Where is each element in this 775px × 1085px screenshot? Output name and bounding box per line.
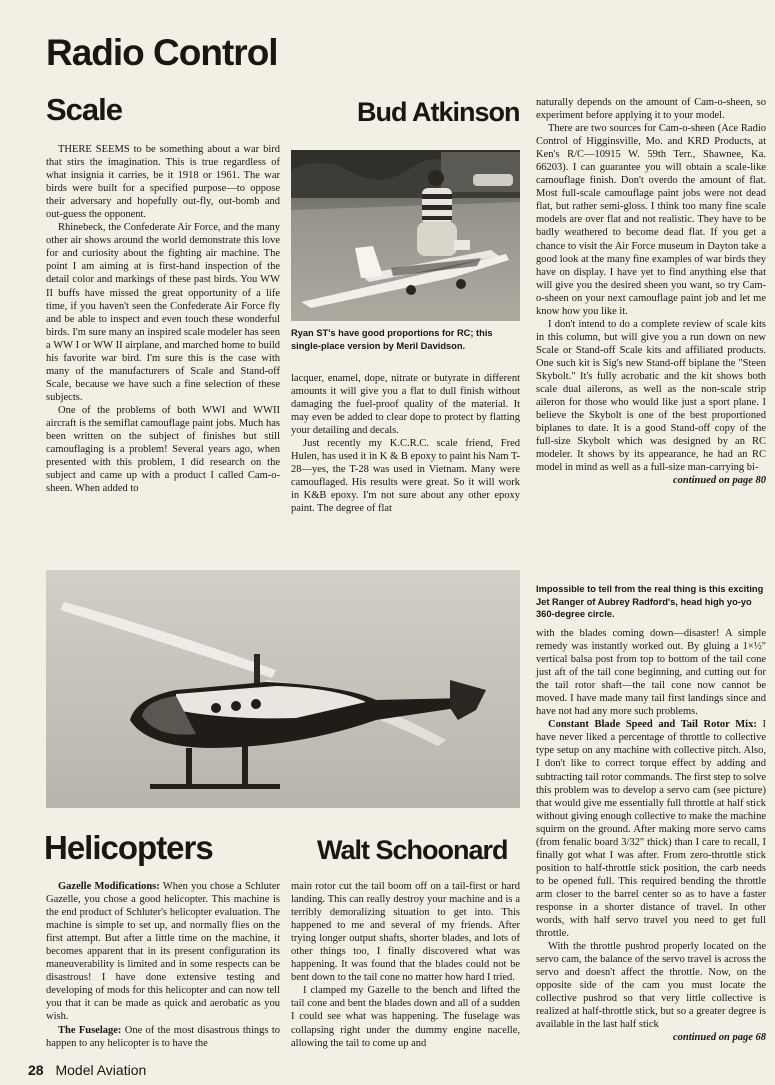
- photo-caption: Ryan ST's have good proportions for RC; this single-place version by Meril Davidson.: [291, 328, 493, 351]
- column-title: Helicopters: [44, 829, 213, 866]
- paragraph: Rhinebeck, the Confederate Air Force, and the many other air shows around the world demonstrate this love for and curiosity about the fighting air machine. The point I am aiming at is first-hand inspection of the detail color and markings of these past birds. You WW II buffs have missed the great opportunity of a life time, if you haven't seen the Confederate Air Force fly and be able to inspect and even touch these wonderful birds. I'm sure many an inspired scale modeler has seen a WW I or WW II airplane, and marched home to build his favorite war bird. I'm sure this is the case with many of the manufacturers of Scale and Stand-off Scale, because we have such a fine selection of these subjects.: [46, 222, 280, 403]
- paragraph: One of the problems of both WWI and WWII aircraft is the semiflat camouflage paint jobs. Much has been written on the subject of finishes but still camouflaging is a problem! Several years ago, when presented with this problem, I did research on the subject and came up with a product I called Cam-o-sheen. When added to: [46, 404, 280, 495]
- paragraph: THERE SEEMS to be something about a war bird that stirs the imagination. This is true regardless of what insignia it carries, be it 1918 or 1961. The war birds were built for a specified purpose—to oppose their adversary and hopefully out-fly, out-bomb and out-guess the opponent.: [46, 144, 280, 221]
- article-column-2: [291, 372, 520, 516]
- magazine-name: Model Aviation: [55, 1062, 147, 1078]
- continued-note: continued on page 80: [672, 475, 766, 487]
- paragraph: lacquer, enamel, dope, nitrate or butyrate in different amounts it will give you a flat to dull finish without damaging the fuel-proof quality of the material. It may even be added to clear dope to protect by flatting your detailing and decals.: [291, 373, 520, 437]
- article-column-right: [536, 627, 766, 1045]
- article-column-1: [46, 880, 280, 1050]
- photo-caption: Impossible to tell from the real thing is this exciting Jet Ranger of Aubrey Radford's, head high yo-yo 360-degree circle.: [536, 584, 764, 619]
- page-number: 28: [28, 1062, 44, 1078]
- paragraph: I don't intend to do a complete review of scale kits in this column, but will give you a run down on new Scale or Stand-off Scale kits and affiliated products. One such kit is Sig's new Stand-off biplane the "Steen Skybolt." It's fully acrobatic and the kit shows both scale dual ailerons, as well as the non-scale strip aileron for those who would like just a sport plane. I believe the Skybolt is one of the best proportioned biplanes to date. It is a good Stand-off copy of the full-size Skybolt which was designed by an RC modeler. It shows by its appearance, he had an RC model in mind as well as a full-size man-carrying bi-: [536, 318, 766, 474]
- section-title: Radio Control: [46, 32, 278, 73]
- paragraph: naturally depends on the amount of Cam-o-sheen, so experiment before applying it to your model.: [536, 97, 766, 122]
- article-column-3: [536, 96, 766, 487]
- paragraph: Just recently my K.C.R.C. scale friend, Fred Hulen, has used it in K & B epoxy to paint his Nam T-28—yes, the T-28 was used in Vietnam. Many were camouflaged. His results were great. So it will work in K&B epoxy. I'm not sure about any other epoxy paint. The degree of flat: [291, 438, 520, 515]
- paragraph: main rotor cut the tail boom off on a tail-first or hard landing. This can really destroy your machine and is a terribly demoralizing situation to get into. This happened to me and several of my friends. After trying longer output shafts, shorter blades, and lots of other things too, I finally discovered what was happening. It was found that the blades could not be bent down to the tail cone no matter how hard I tried.: [291, 881, 520, 984]
- paragraph: Gazelle Modifications: When you chose a Schluter Gazelle, you chose a good helicopter. This machine is the end product of Schluter's helicopter evaluation. The machine is simple to set up, and normally flies on the first attempt. But after a little time on the machine, it becomes apparent that in its present configuration its maneuverability is limited and in some respects can be disastrous! I have done extensive testing and developing of mods for this helicopter and can now tell you that it can be made as quick and aerobatic as you wish.: [46, 881, 280, 1023]
- paragraph: Constant Blade Speed and Tail Rotor Mix: I have never liked a percentage of throttle to collective type setup on any machine with collective pitch. Also, I don't like to correct torque effect by adding and subtracting tail rotor commands. The first step to solve this problem was to develop a servo cam (see picture) that would give me essentially full throttle at half stick without giving enough collective to make the machine squirm on the ground. After making more servo cams (from fenalic board 3/32" thick) than I care to recall, I finally got what I was after. From zero-throttle stick position to half-throttle stick position, the carb needs to be opened full. This required bending the throttle arm closer to the barrel center so as to have a faster response in a shorter distance of travel. In other words, with half servo travel you need to get full throttle.: [536, 719, 767, 940]
- continued-note: continued on page 68: [672, 1032, 766, 1044]
- paragraph: The Fuselage: One of the most disastrous things to happen to any helicopter is to have the: [46, 1024, 281, 1049]
- author-name: Walt Schoonard: [317, 835, 508, 865]
- article-column-1: [46, 143, 280, 495]
- ryan-st-photo: [291, 150, 520, 321]
- author-name: Bud Atkinson: [357, 97, 520, 127]
- page-footer: [28, 1062, 146, 1078]
- jet-ranger-photo: [46, 570, 520, 808]
- paragraph: with the blades coming down—disaster! A simple remedy was instantly worked out. By gluing a 1×½" vertical balsa post from top to bottom of the tail cone just aft of the tail cone beginning, and cutting out for the tail rotor shaft—the tail cone now cannot be moved. I have made many tail first landings since and have not had any more such problems.: [536, 628, 766, 718]
- paragraph: With the throttle pushrod properly located on the servo cam, the balance of the servo travel is across the servo and doesn't affect the throttle. Now, on the opposite side of the cam you must locate the collective pushrod so that very little collective is realized at half-throttle stick, but so a greater degree is available in the last half stick: [536, 941, 766, 1031]
- article-column-2: [291, 880, 520, 1050]
- paragraph: There are two sources for Cam-o-sheen (Ace Radio Control of Higginsville, Mo. and KRD Products, at Ken's R/C—10915 W. 59th Terr., Shawnee, Ka. 66203). I can guarantee you will obtain a scale-like camouflage finish. Don't overdo the amount of flat. Most full-scale camouflage paint jobs were not dead flat, but rather semi-gloss. I think too many fine scale models are over flat and not realistic. They have to be badly weathered to become dead flat. If you get a chance to visit the Air Force museum in Dayton take a good look at the many fine examples of war birds they have on display. I have yet to find anything else that will give you the desired sheen you want, so try Cam-o-sheen on your next camouflage paint job and let me know how you like it.: [536, 123, 766, 317]
- paragraph: I clamped my Gazelle to the bench and lifted the tail cone and bent the blades down and all of a sudden I could see what was happening. The fuselage was collapsing right under the dummy engine nacelle, allowing the tail to come up and: [291, 985, 520, 1049]
- column-title: Scale: [46, 92, 123, 127]
